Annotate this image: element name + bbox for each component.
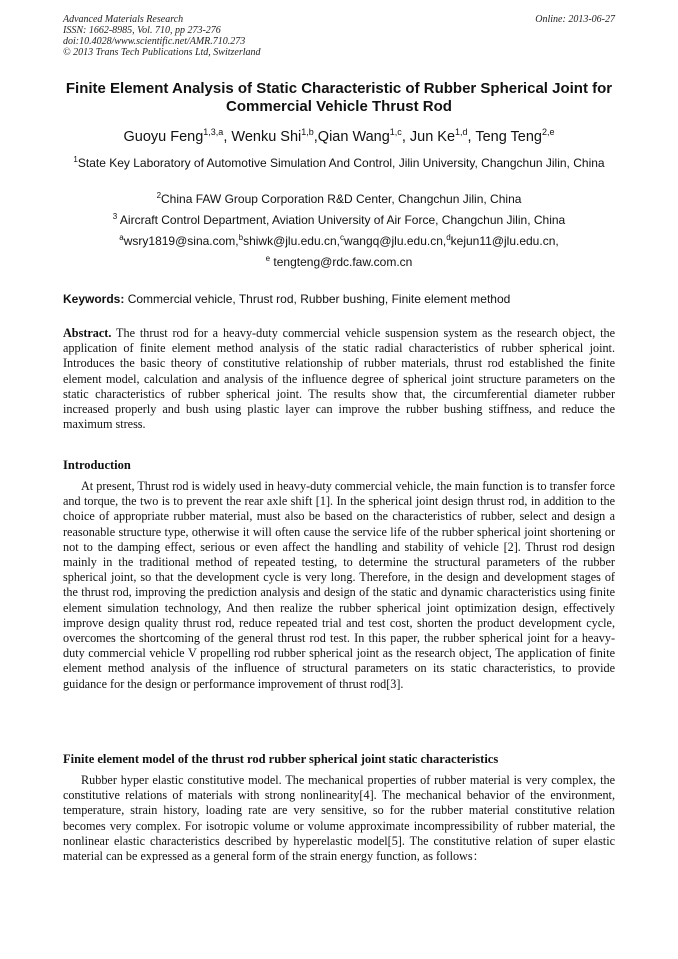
affiliation-text: Aircraft Control Department, Aviation University of Air Force, Changchun Jilin, China (117, 213, 566, 227)
author-name: Qian Wang (317, 129, 390, 145)
author-sep: , (313, 129, 318, 145)
email-link[interactable]: tengteng@rdc.faw.com.cn (270, 255, 413, 269)
journal-copyright: © 2013 Trans Tech Publications Ltd, Switzerland (63, 47, 261, 58)
journal-name: Advanced Materials Research (63, 14, 184, 25)
email-sup: b (238, 233, 244, 242)
abstract (63, 326, 615, 432)
email-link[interactable]: shiwk@jlu.edu.cn, (243, 234, 340, 248)
affiliation-2 (63, 192, 615, 207)
email-link[interactable]: wsry1819@sina.com, (123, 234, 239, 248)
author-name: Jun Ke (409, 129, 456, 145)
email-sup: a (119, 233, 124, 242)
author-sup: 2,e (542, 127, 555, 138)
affiliation-sup: 3 (112, 212, 118, 221)
author-sep: , (223, 129, 232, 145)
email-e-line (63, 255, 615, 270)
affiliation-sup: 1 (73, 155, 78, 164)
online-date: Online: 2013-06-27 (535, 14, 615, 25)
email-sup: e (265, 254, 271, 263)
section-text: Rubber hyper elastic constitutive model. The mechanical properties of rubber material is very complex, the constitutive relations of materials with strong nonlinearity[4]. The mechanical behavior of the environment, temperature, strain history, loading rate are very sensitive, so for the rubber material constitutive relation becomes very complex. For isotropic volume or volume approximate incompressibility of rubber material, the nonlinear elastic characteristics described by hyperelastic model[5]. The constitutive relation of super elastic material can be expressed as a general form of the strain energy function, as follows： (63, 773, 615, 864)
abstract-text: The thrust rod for a heavy-duty commercial vehicle suspension system as the research object, the application of finite element method analysis of the static radial characteristics of rubber spherical joint. Introduces the basic theory of constitutive relationship of rubber materials, thrust rod established the finite element model, calculation and analysis of the influence degree of spherical joint structure parameters on the static characteristics of rubber spherical joint. The results show that, the circumferential diameter rubber increased properly and bush using plastic layer can improve the rubber bushing stiffness, and reduce the maximum stress. (63, 326, 615, 432)
author-name: Teng Teng (475, 129, 542, 145)
affiliation-sup: 2 (156, 191, 162, 200)
paper-title: Finite Element Analysis of Static Characteristic of Rubber Spherical Joint for Commercial Vehicle Thrust Rod (65, 80, 613, 115)
affiliation-text: State Key Laboratory of Automotive Simulation And Control, Jilin University, Changchun Jilin, China (77, 156, 605, 170)
author-name: Wenku Shi (231, 129, 302, 145)
keywords (63, 292, 615, 307)
author-sep: , (401, 129, 410, 145)
email-link[interactable]: wangq@jlu.edu.cn, (343, 234, 447, 248)
affiliation-1 (63, 156, 615, 171)
introduction-text: At present, Thrust rod is widely used in heavy-duty commercial vehicle, the main function is to transfer force and torque, the two is to prevent the rear axle shift [1]. In the spherical joint design thrust rod, in addition to the choice of appropriate rubber material, must also be based on the characteristics of rubber, select and design a reasonable structure type, otherwise it will often cause the service life of the rubber spherical joint shortening or not to the damping effect, serious or even affect the handling and stability of vehicle [2]. Thrust rod design mainly in the traditional method of repeated testing, to determine the structural parameters of the rubber spherical joint, so that the development cycle is very long. Therefore, in the design and development stages of the thrust rod, improving the prediction analysis and design of the static and dynamic characteristics using finite element simulation technology, And then realize the rubber spherical joint optimization design, effectively improve design quality thrust rod, reduce repeated trial and test cost, shorten the product development cycle, overcomes the shortcoming of the general thrust rod test. In this paper, the rubber spherical joint for a heavy-duty commercial vehicle V propelling rod rubber spherical joint as the research object, The application of finite element method analysis of the influence of structural parameters on its static characteristics, to provide guidance for the design or performance improvement of thrust rod[3]. (63, 479, 615, 691)
keywords-text: Commercial vehicle, Thrust rod, Rubber bushing, Finite element method (124, 292, 511, 306)
journal-issn: ISSN: 1662-8985, Vol. 710, pp 273-276 (63, 25, 221, 36)
author-sup: 1,3,a (203, 127, 224, 138)
author-sup: 1,b (301, 127, 314, 138)
author-sup: 1,c (389, 127, 402, 138)
journal-header (63, 14, 615, 58)
journal-doi: doi:10.4028/www.scientific.net/AMR.710.273 (63, 36, 246, 47)
author-sep: , (467, 129, 476, 145)
affiliation-text: China FAW Group Corporation R&D Center, Changchun Jilin, China (161, 192, 522, 206)
email-link[interactable]: kejun11@jlu.edu.cn, (450, 234, 559, 248)
abstract-label: Abstract. (63, 326, 112, 340)
email-list (63, 234, 615, 249)
email-sup: c (339, 233, 344, 242)
author-sup: 1,d (455, 127, 468, 138)
email-sup: d (446, 233, 451, 242)
author-name: Guoyu Feng (123, 129, 204, 145)
affiliation-3 (63, 213, 615, 228)
section-heading: Finite element model of the thrust rod rubber spherical joint static characteristics (63, 752, 499, 766)
author-list (63, 127, 615, 147)
introduction-heading: Introduction (63, 458, 131, 472)
keywords-label: Keywords: (63, 292, 125, 306)
